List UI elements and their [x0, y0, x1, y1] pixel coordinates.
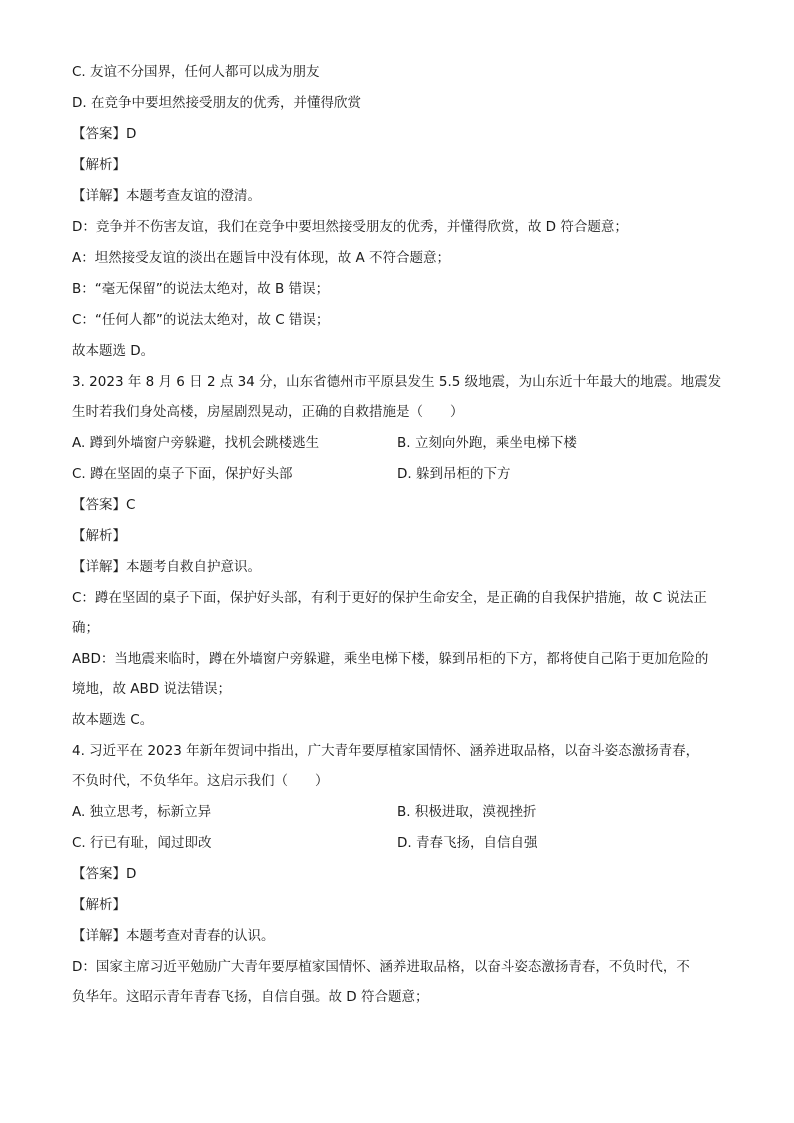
q3-detail: 【详解】本题考自救自护意识。: [72, 559, 261, 575]
q3-option-b: B. 立刻向外跑，乘坐电梯下楼: [397, 435, 577, 451]
q3-options-row2: [72, 465, 732, 483]
q4-expl-d: [72, 958, 732, 1006]
q2-expl-c: C：“任何人都”的说法太绝对，故 C 错误；: [72, 312, 330, 328]
q3-stem: [72, 373, 732, 421]
q3-option-c: C. 蹲在坚固的桌子下面，保护好头部: [72, 466, 293, 482]
q4-option-d: D. 青春飞扬，自信自强: [397, 835, 538, 851]
q3-expl-abd-line2: 境地，故 ABD 说法错误；: [72, 681, 231, 697]
q2-expl-b: B：“毫无保留”的说法太绝对，故 B 错误；: [72, 281, 330, 297]
q3-expl-c-line1: C：蹲在坚固的桌子下面，保护好头部，有利于更好的保护生命安全，是正确的自我保护措施，故 C 说法正: [72, 590, 707, 606]
q3-expl-abd-line1: ABD：当地震来临时，蹲在外墙窗户旁躲避，乘坐电梯下楼，躲到吊柜的下方，都将使自己陷于更加危险的: [72, 651, 709, 667]
q3-option-d: D. 躲到吊柜的下方: [397, 466, 511, 482]
q3-expl-abd: [72, 650, 732, 698]
q3-option-a: A. 蹲到外墙窗户旁躲避，找机会跳楼逃生: [72, 435, 320, 451]
q3-answer: 【答案】C: [72, 497, 136, 513]
q2-expl-d: D：竞争并不伤害友谊，我们在竞争中要坦然接受朋友的优秀，并懂得欣赏，故 D 符合题意；: [72, 219, 628, 235]
q4-option-c: C. 行已有耻，闻过即改: [72, 835, 212, 851]
q4-stem-line2: 不负时代，不负华年。这启示我们（ ）: [72, 773, 329, 789]
q4-detail: 【详解】本题考查对青春的认识。: [72, 928, 275, 944]
q2-option-c: C. 友谊不分国界，任何人都可以成为朋友: [72, 64, 320, 80]
q4-stem: [72, 742, 732, 790]
q2-option-d: D. 在竞争中要坦然接受朋友的优秀，并懂得欣赏: [72, 95, 361, 111]
q3-stem-line1: 3. 2023 年 8 月 6 日 2 点 34 分，山东省德州市平原县发生 5.5 级地震，为山东近十年最大的地震。地震发: [72, 374, 722, 390]
q4-option-a: A. 独立思考，标新立异: [72, 804, 212, 820]
q3-expl-c-line2: 确；: [72, 620, 99, 636]
q2-answer: 【答案】D: [72, 126, 137, 142]
q3-options-row1: [72, 434, 732, 452]
q4-options-row2: [72, 834, 732, 852]
q2-analysis-heading: 【解析】: [72, 157, 126, 173]
q2-expl-a: A：坦然接受友谊的淡出在题旨中没有体现，故 A 不符合题意；: [72, 250, 451, 266]
q4-options-row1: [72, 803, 732, 821]
q3-analysis-heading: 【解析】: [72, 528, 126, 544]
q4-answer: 【答案】D: [72, 866, 137, 882]
q3-stem-line2: 生时若我们身处高楼，房屋剧烈晃动，正确的自救措施是（ ）: [72, 404, 464, 420]
q4-stem-line1: 4. 习近平在 2023 年新年贺词中指出，广大青年要厚植家国情怀、涵养进取品格，以奋斗姿态激扬青春，: [72, 743, 700, 759]
q2-detail: 【详解】本题考查友谊的澄清。: [72, 188, 261, 204]
q3-conclusion: 故本题选 C。: [72, 712, 154, 728]
q4-option-b: B. 积极进取，漠视挫折: [397, 804, 537, 820]
exam-page: [72, 63, 732, 1006]
q4-expl-d-line2: 负华年。这昭示青年青春飞扬，自信自强。故 D 符合题意；: [72, 989, 429, 1005]
q4-expl-d-line1: D：国家主席习近平勉励广大青年要厚植家国情怀、涵养进取品格，以奋斗姿态激扬青春，不负时代，不: [72, 959, 690, 975]
q2-conclusion: 故本题选 D。: [72, 343, 155, 359]
q3-expl-c: [72, 589, 732, 637]
q4-analysis-heading: 【解析】: [72, 897, 126, 913]
